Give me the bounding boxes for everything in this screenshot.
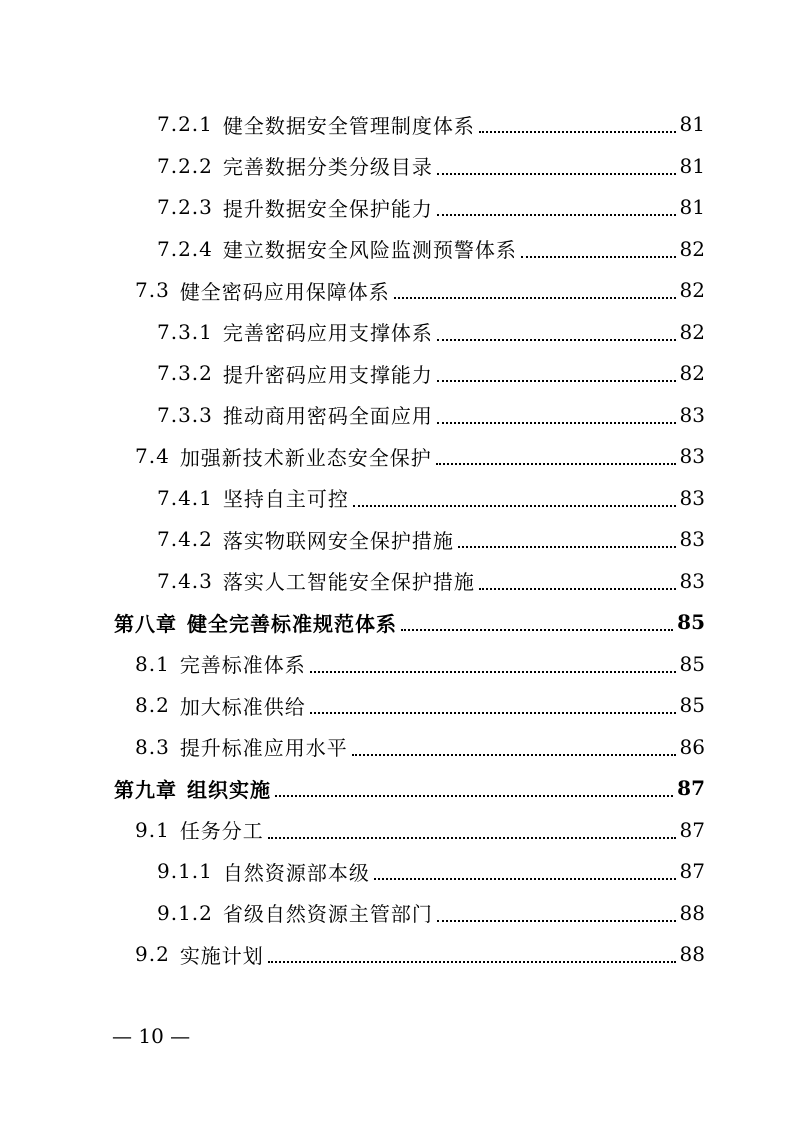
toc-entry-page: 86 (679, 734, 705, 759)
toc-entry-page: 85 (679, 651, 705, 676)
toc-entry[interactable] (157, 187, 705, 227)
toc-entry-number: 7.4.3 (157, 568, 213, 593)
toc-entry[interactable] (135, 934, 705, 974)
toc-entry-number: 9.1 (135, 817, 170, 842)
dot-leader (437, 420, 676, 424)
toc-entry-page: 83 (679, 527, 705, 551)
toc-entry-number: 8.1 (135, 651, 170, 676)
toc-entry[interactable] (157, 229, 705, 269)
toc-entry-page: 83 (679, 568, 705, 593)
toc-entry-number: 第九章 (114, 777, 177, 802)
toc-entry-title: 组织实施 (187, 777, 271, 802)
toc-entry-number: 8.2 (135, 693, 170, 717)
toc-entry-number: 9.1.2 (157, 900, 213, 925)
toc-entry-title: 完善密码应用支撑体系 (222, 321, 433, 345)
toc-entry[interactable] (135, 810, 705, 850)
toc-entry-title: 完善标准体系 (179, 653, 306, 677)
toc-entry-page: 85 (677, 610, 705, 634)
toc-entry[interactable] (135, 436, 705, 476)
toc-entry-title: 提升标准应用水平 (179, 736, 348, 760)
dot-leader (353, 503, 676, 507)
toc-entry[interactable] (157, 104, 705, 144)
toc-entry-page: 87 (679, 859, 705, 883)
dot-leader (479, 586, 676, 590)
toc-entry[interactable] (157, 519, 705, 559)
toc-entry[interactable] (157, 146, 705, 186)
dot-leader (401, 627, 673, 631)
toc-entry-number: 9.1.1 (157, 859, 213, 883)
toc-entry-title: 省级自然资源主管部门 (222, 902, 433, 926)
toc-entry-title: 建立数据安全风险监测预警体系 (222, 238, 517, 262)
toc-entry-page: 81 (679, 112, 705, 136)
dot-leader (275, 793, 673, 797)
toc-entry-title: 加强新技术新业态安全保护 (179, 445, 432, 470)
toc-entry-page: 87 (677, 776, 705, 800)
toc-entry[interactable] (135, 644, 705, 684)
toc-entry[interactable] (157, 851, 705, 891)
dot-leader (268, 835, 676, 839)
toc-entry-title: 健全完善标准规范体系 (187, 611, 397, 636)
toc-entry-page: 81 (679, 195, 705, 219)
toc-entry[interactable] (135, 685, 705, 725)
toc-entry-page: 83 (679, 402, 705, 427)
dot-leader (437, 212, 676, 216)
toc-entry-number: 7.3.1 (157, 319, 213, 344)
toc-entry-title: 任务分工 (179, 819, 264, 843)
toc-entry-page: 82 (679, 361, 705, 385)
toc-entry-page: 88 (679, 900, 705, 925)
toc-entry-title: 自然资源部本级 (222, 860, 370, 885)
toc-entry-number: 7.3.2 (157, 361, 213, 385)
toc-entry-number: 第八章 (114, 611, 177, 636)
dot-leader (437, 337, 676, 341)
toc-entry-number: 7.4.1 (157, 485, 213, 510)
toc-entry-title: 落实物联网安全保护措施 (222, 528, 454, 553)
toc-entry-page: 82 (679, 236, 705, 261)
toc-entry-page: 87 (679, 817, 705, 842)
dot-leader (268, 959, 676, 963)
toc-entry[interactable] (114, 602, 705, 642)
toc-entry-title: 健全密码应用保障体系 (179, 279, 390, 304)
dot-leader (310, 669, 676, 673)
toc-entry-page: 82 (679, 278, 705, 302)
toc-entry-number: 7.2.3 (157, 195, 213, 219)
dot-leader (437, 918, 676, 922)
toc-entry-title: 加大标准供给 (179, 694, 306, 719)
toc-entry-number: 7.2.1 (157, 112, 213, 136)
toc-entry-page: 85 (679, 693, 705, 717)
toc-entry-title: 坚持自主可控 (222, 487, 349, 511)
toc-entry-number: 7.3 (135, 278, 170, 302)
toc-entry-title: 落实人工智能安全保护措施 (222, 570, 475, 594)
dot-leader (437, 171, 676, 175)
dot-leader (374, 876, 676, 880)
toc-entry[interactable] (135, 727, 705, 767)
toc-entry-title: 完善数据分类分级目录 (222, 155, 433, 179)
toc-entry-number: 7.4.2 (157, 527, 213, 551)
page-number: — 10 — (112, 1024, 191, 1048)
toc-entry[interactable] (157, 478, 705, 518)
toc-entry-number: 7.2.2 (157, 153, 213, 178)
dot-leader (521, 254, 676, 258)
toc-entry-title: 推动商用密码全面应用 (222, 404, 433, 428)
toc-entry-number: 7.4 (135, 444, 170, 468)
toc-entry[interactable] (157, 395, 705, 435)
toc-entry-title: 健全数据安全管理制度体系 (222, 113, 475, 138)
dot-leader (479, 129, 676, 133)
toc-entry-title: 实施计划 (179, 943, 264, 968)
toc-entry[interactable] (157, 893, 705, 933)
dot-leader (437, 378, 676, 382)
dot-leader (436, 461, 676, 465)
toc-entry-number: 8.3 (135, 734, 170, 759)
toc-entry-page: 88 (679, 942, 705, 966)
dot-leader (394, 295, 676, 299)
toc-entry-title: 提升数据安全保护能力 (222, 196, 433, 221)
toc-entry-number: 7.2.4 (157, 236, 213, 261)
toc-entry-number: 9.2 (135, 942, 170, 966)
toc-entry[interactable] (157, 353, 705, 393)
dot-leader (352, 752, 676, 756)
toc-entry-title: 提升密码应用支撑能力 (222, 362, 433, 387)
dot-leader (458, 544, 676, 548)
toc-entry[interactable] (114, 768, 705, 808)
toc-entry-page: 81 (679, 153, 705, 178)
toc-entry-page: 83 (679, 444, 705, 468)
toc-entry[interactable] (135, 270, 705, 310)
toc-entry-page: 83 (679, 485, 705, 510)
dot-leader (310, 710, 676, 714)
toc-entry-page: 82 (679, 319, 705, 344)
toc-entry-number: 7.3.3 (157, 402, 213, 427)
toc-entry[interactable] (157, 561, 705, 601)
toc-entry[interactable] (157, 312, 705, 352)
